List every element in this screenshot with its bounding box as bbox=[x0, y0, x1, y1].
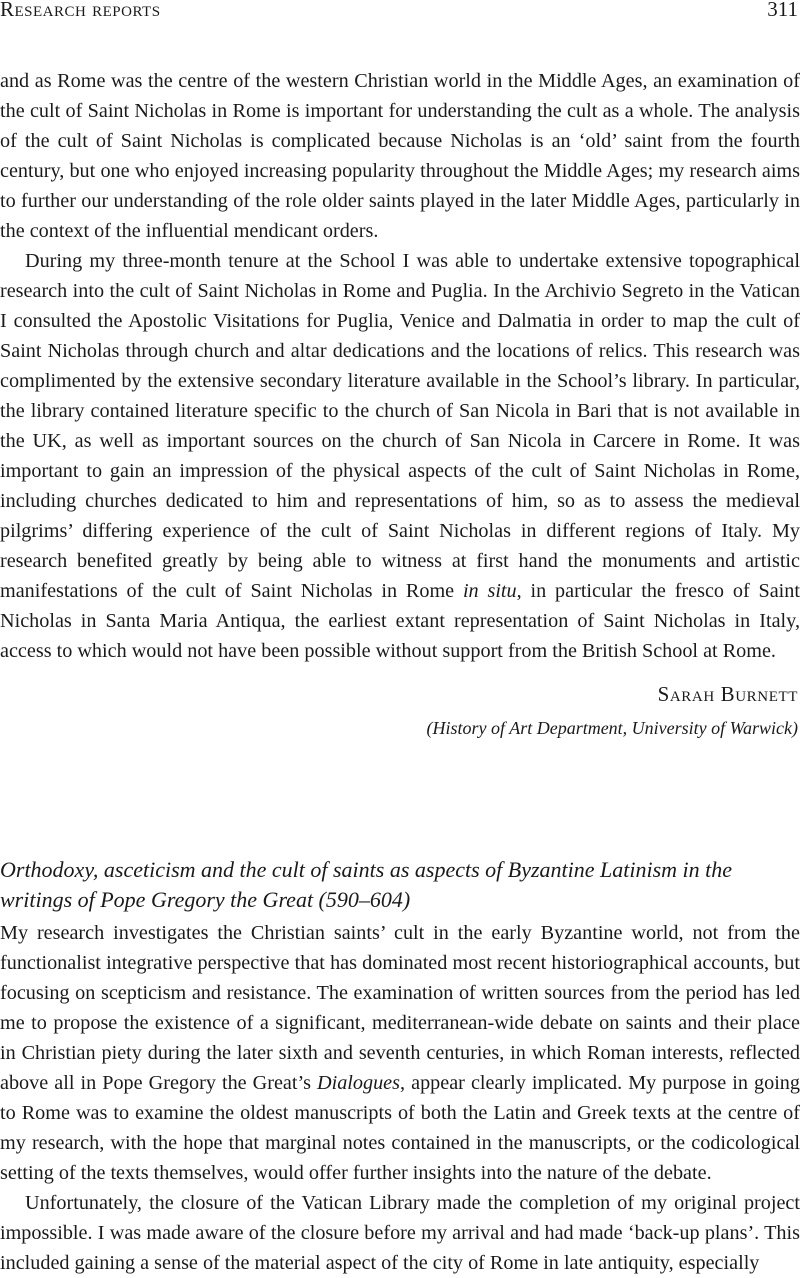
report1-paragraph-2-italic: in situ bbox=[462, 580, 517, 602]
report2-paragraph-1 bbox=[0, 918, 800, 1188]
report1-paragraph-1: and as Rome was the centre of the western Christian world in the Middle Ages, an examination of the cult of Saint Nicholas in Rome is important for understanding the cult as a whole. The analysis of the cult of Saint Nicholas is complicated because Nicholas is an ‘old’ saint from the fourth century, but one who enjoyed increasing popularity throughout the Middle Ages; my research aims to further our understanding of the role older saints played in the later Middle Ages, particularly in the context of the influential mendicant orders. bbox=[0, 70, 800, 242]
report1-body bbox=[0, 66, 800, 666]
author-affiliation: (History of Art Department, University of Warwick) bbox=[426, 718, 798, 738]
author-name: Sarah Burnett bbox=[657, 682, 798, 706]
report1-paragraph-2-text-b: , in particular the fresco of Saint Nicholas in Santa Maria Antiqua, the earliest extant representation of Saint Nicholas in Italy, access to which would not have been possible without support from the British School at Rome. bbox=[0, 580, 800, 662]
report2-paragraph-2: Unfortunately, the closure of the Vatican Library made the completion of my original project impossible. I was made aware of the closure before my arrival and had made ‘back-up plans’. This included gaining a sense of the material aspect of the city of Rome in late antiquity, especially bbox=[0, 1192, 800, 1274]
page-number: 311 bbox=[767, 0, 798, 21]
report2-paragraph-1-text-a: My research investigates the Christian saints’ cult in the early Byzantine world, not from the functionalist integrative perspective that has dominated most recent historiographical accounts, but focusing on scepticism and resistance. The examination of written sources from the period has led me to propose the existence of a significant, mediterranean-wide debate on saints and their place in Christian piety during the later sixth and seventh centuries, in which Roman interests, reflected above all in Pope Gregory the Great’s bbox=[0, 922, 800, 1094]
running-head bbox=[0, 0, 800, 24]
running-title: Research reports bbox=[0, 0, 161, 21]
report1-paragraph-2 bbox=[0, 246, 800, 666]
section-title: Orthodoxy, asceticism and the cult of saints as aspects of Byzantine Latinism in the writings of Pope Gregory the Great (590–604) bbox=[0, 857, 733, 912]
report2-body bbox=[0, 918, 800, 1278]
report1-paragraph-2-text-a: During my three-month tenure at the School I was able to undertake extensive topographical research into the cult of Saint Nicholas in Rome and Puglia. In the Archivio Segreto in the Vatican I consulted the Apostolic Visitations for Puglia, Venice and Dalmatia in order to map the cult of Saint Nicholas through church and altar dedications and the locations of relics. This research was complimented by the extensive secondary literature available in the School’s library. In particular, the library contained literature specific to the church of San Nicola in Bari that is not available in the UK, as well as important sources on the church of San Nicola in Carcere in Rome. It was important to gain an impression of the physical aspects of the cult of Saint Nicholas in Rome, including churches dedicated to him and representations of him, so as to assess the medieval pilgrims’ differing experience of the cult of Saint Nicholas in different regions of Italy. My research benefited greatly by being able to witness at first hand the monuments and artistic manifestations of the cult of Saint Nicholas in Rome bbox=[0, 250, 800, 602]
report2-paragraph-1-text-b: , appear clearly implicated. My purpose in going to Rome was to examine the oldest manuscripts of both the Latin and Greek texts at the centre of my research, with the hope that marginal notes contained in the manuscripts, or the codicological setting of the texts themselves, would offer further insights into the nature of the debate. bbox=[0, 1072, 800, 1184]
report2-paragraph-1-italic: Dialogues bbox=[317, 1072, 401, 1094]
